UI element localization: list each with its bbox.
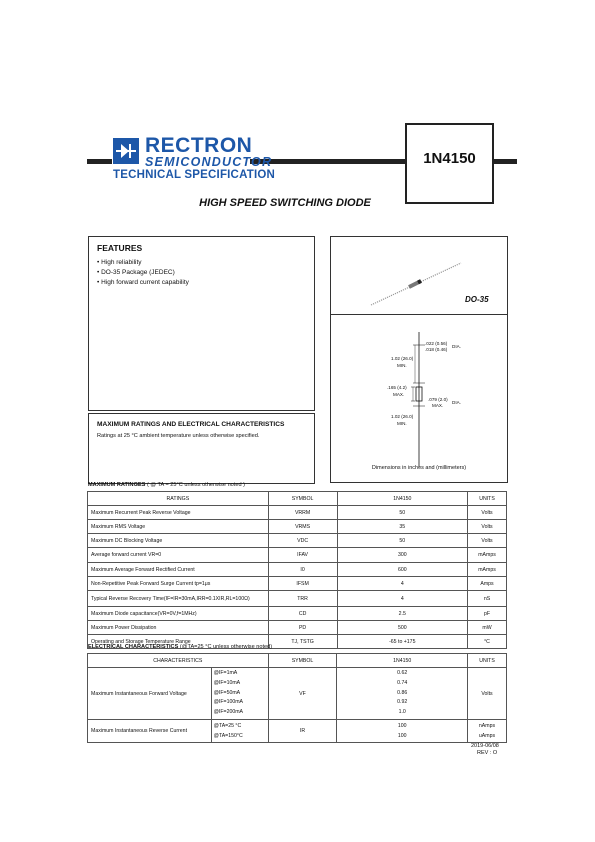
dim-dia-label-2: DIA. — [452, 400, 461, 405]
value-cell: 50 — [337, 506, 468, 520]
unit-cell: nS — [468, 591, 507, 607]
unit-cell: Volts — [468, 534, 507, 548]
dimensions-caption: Dimensions in inches and (millimeters) — [371, 465, 467, 471]
header-rule-mid — [250, 159, 405, 164]
table-row — [88, 621, 507, 635]
unit-cell: Volts — [468, 520, 507, 534]
conditions-cell: @TA=25 °C @TA=150°C — [211, 720, 268, 743]
table-row — [88, 720, 507, 743]
header-rule-right — [494, 159, 517, 164]
rating-cell: Maximum Average Forward Rectified Current — [88, 563, 269, 577]
characteristic-cell: Maximum Instantaneous Reverse Current — [88, 720, 212, 743]
max-ratings-table — [87, 491, 507, 649]
rating-cell: Average forward current VR=0 — [88, 548, 269, 563]
header-rule-left — [87, 159, 112, 164]
unit-cell: °C — [468, 635, 507, 649]
units-cell: nAmps uAmps — [468, 720, 507, 743]
elec-chars-caption: ELECTRICAL CHARACTERISTICS (@TA=25 °C unless otherwise noted) — [88, 644, 273, 650]
dim-body-length: .165 (4.2) — [387, 385, 407, 390]
table-header-cell: CHARACTERISTICS — [88, 654, 269, 668]
table-header-row — [88, 492, 507, 506]
features-list — [97, 259, 189, 286]
value-cell: 4 — [337, 591, 468, 607]
dim-min: MIN. — [397, 363, 407, 368]
value-cell: 2.5 — [337, 607, 468, 621]
unit-cell: pF — [468, 607, 507, 621]
table-row — [88, 520, 507, 534]
table-header-cell: UNITS — [468, 492, 507, 506]
table-row — [88, 548, 507, 563]
features-heading: FEATURES — [97, 243, 143, 253]
symbol-cell: CD — [268, 607, 337, 621]
unit-cell: mAmps — [468, 563, 507, 577]
footer-revision: REV : O — [477, 750, 498, 756]
table-row — [88, 668, 507, 720]
dim-lead-length-2: 1.02 (26.0) — [391, 414, 414, 419]
symbol-cell: IFAV — [268, 548, 337, 563]
rating-cell: Maximum DC Blocking Voltage — [88, 534, 269, 548]
rating-cell: Maximum Power Dissipation — [88, 621, 269, 635]
dimension-drawing-icon — [331, 317, 507, 467]
package-box — [330, 236, 508, 483]
symbol-cell: VF — [268, 668, 337, 720]
footer-date: 2019-06/08 — [471, 743, 499, 749]
part-number: 1N4150 — [423, 150, 476, 167]
unit-cell: Amps — [468, 577, 507, 591]
table-row — [88, 577, 507, 591]
rating-cell: Typical Reverse Recovery Time(IF=IR=30mA,IRR=0.1XIR,RL=100Ω) — [88, 591, 269, 607]
rating-cell: Non-Repetitive Peak Forward Surge Current tp=1μs — [88, 577, 269, 591]
rectron-logo-icon — [113, 138, 139, 164]
values-cell: 0.62 0.74 0.86 0.92 1.0 — [337, 668, 468, 720]
feature-item: • High forward current capability — [97, 279, 189, 286]
elec-chars-table — [87, 653, 507, 743]
rating-cell: Operating and Storage Temperature Range — [88, 635, 269, 649]
table-row — [88, 506, 507, 520]
value-cell: 600 — [337, 563, 468, 577]
unit-cell: Volts — [468, 506, 507, 520]
dim-lead-dia: .022 (0.56) — [425, 341, 448, 346]
table-row — [88, 591, 507, 607]
feature-item: • DO-35 Package (JEDEC) — [97, 269, 175, 276]
unit-cell: Volts — [468, 668, 507, 720]
table-header-cell: SYMBOL — [268, 654, 337, 668]
dim-max: MAX. — [393, 392, 405, 397]
feature-item: • High reliability — [97, 259, 142, 266]
value-cell: 500 — [337, 621, 468, 635]
symbol-cell: IFSM — [268, 577, 337, 591]
table-header-cell: SYMBOL — [268, 492, 337, 506]
rating-cell: Maximum Recurrent Peak Reverse Voltage — [88, 506, 269, 520]
table-header-cell: 1N4150 — [337, 492, 468, 506]
technical-spec-label: TECHNICAL SPECIFICATION — [113, 169, 275, 181]
dim-lead-dia2: .018 (0.46) — [425, 347, 448, 352]
max-ratings-caption: MAXIMUM RATINGES ( @ TA = 25°C unless otherwise noted ) — [88, 482, 245, 488]
table-header-cell: 1N4150 — [337, 654, 468, 668]
rating-cell: Maximum Diode capacitance(VR=0V,f=1MHz) — [88, 607, 269, 621]
conditions-cell: @IF=1mA @IF=10mA @IF=50mA @IF=100mA @IF=200mA — [211, 668, 268, 720]
symbol-cell: VRRM — [268, 506, 337, 520]
dim-body-dia: .079 (2.0) — [428, 397, 448, 402]
dim-max-2: MAX. — [432, 403, 444, 408]
rating-cell: Maximum RMS Voltage — [88, 520, 269, 534]
symbol-cell: TJ, TSTG — [268, 635, 337, 649]
package-divider — [331, 314, 507, 315]
table-row — [88, 607, 507, 621]
brand-subtitle: SEMICONDUCTOR — [145, 155, 273, 169]
value-cell: -65 to +175 — [337, 635, 468, 649]
symbol-cell: VRMS — [268, 520, 337, 534]
max-ratings-box — [88, 413, 315, 484]
symbol-cell: IR — [268, 720, 337, 743]
symbol-cell: I0 — [268, 563, 337, 577]
value-cell: 35 — [337, 520, 468, 534]
max-ratings-note: Ratings at 25 °C ambient temperature unless otherwise specified. — [97, 433, 260, 439]
value-cell: 300 — [337, 548, 468, 563]
table-header-row — [88, 654, 507, 668]
max-ratings-heading: MAXIMUM RATINGS AND ELECTRICAL CHARACTERISTICS — [97, 421, 285, 428]
symbol-cell: PD — [268, 621, 337, 635]
table-header-cell: UNITS — [468, 654, 507, 668]
features-box — [88, 236, 315, 411]
value-cell: 4 — [337, 577, 468, 591]
table-row — [88, 563, 507, 577]
value-cell: 50 — [337, 534, 468, 548]
table-row — [88, 534, 507, 548]
characteristic-cell: Maximum Instantaneous Forward Voltage — [88, 668, 212, 720]
unit-cell: mW — [468, 621, 507, 635]
table-header-cell: RATINGS — [88, 492, 269, 506]
dim-lead-length: 1.02 (26.0) — [391, 356, 414, 361]
package-name: DO-35 — [465, 295, 489, 304]
symbol-cell: VDC — [268, 534, 337, 548]
dim-dia-label: DIA. — [452, 344, 461, 349]
symbol-cell: TRR — [268, 591, 337, 607]
dim-min-2: MIN. — [397, 421, 407, 426]
brand-name: RECTRON — [145, 134, 253, 157]
values-cell: 100 100 — [337, 720, 468, 743]
page-title: HIGH SPEED SWITCHING DIODE — [199, 197, 371, 209]
unit-cell: mAmps — [468, 548, 507, 563]
